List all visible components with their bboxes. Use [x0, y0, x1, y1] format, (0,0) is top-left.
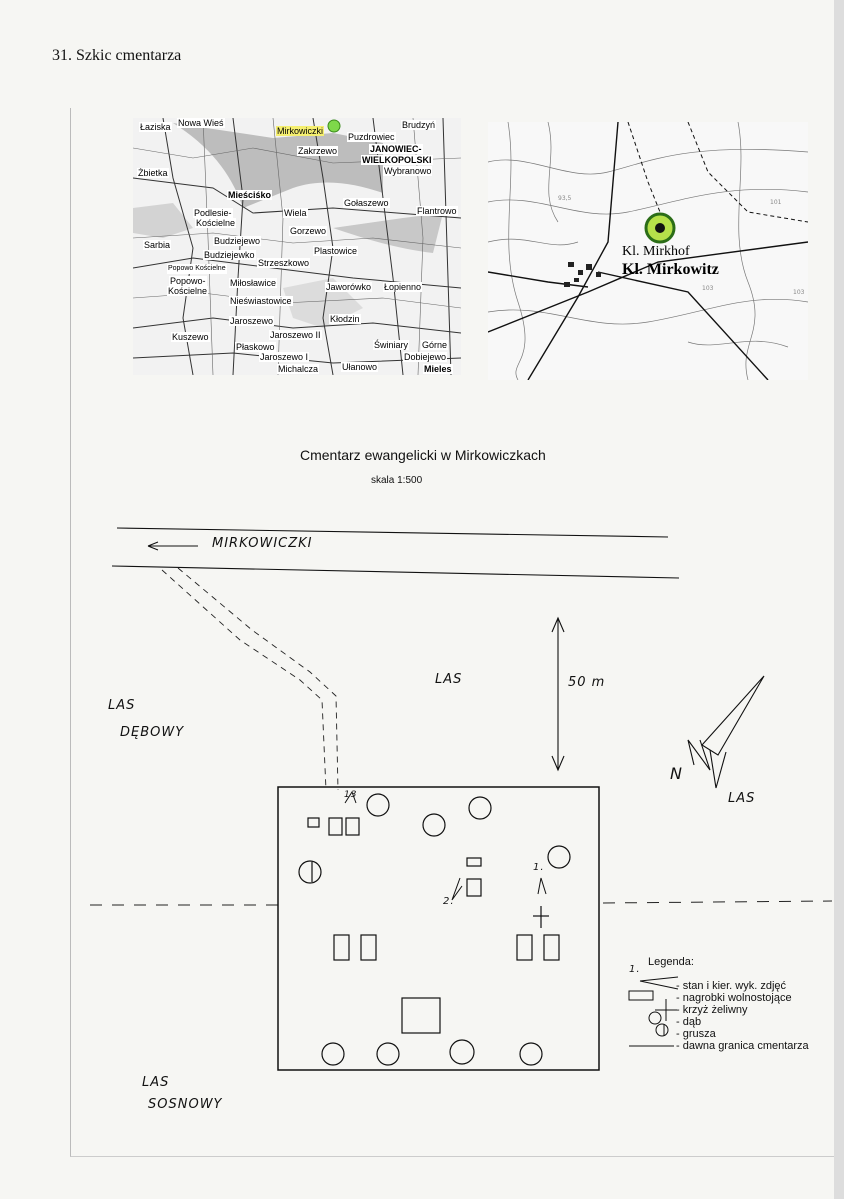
map-label: Świniary — [374, 340, 409, 350]
legend-item: - grusza — [676, 1028, 716, 1040]
legend-item: - dawna granica cmentarza — [676, 1040, 809, 1052]
forest-label-top: LAS — [435, 672, 463, 687]
map-label: Kościelne — [196, 218, 236, 228]
pear-tree — [299, 861, 321, 883]
map-label: Kłodzin — [330, 314, 360, 324]
photo-markers — [345, 792, 546, 900]
scale-arrow — [552, 618, 564, 770]
pine-forest-label-2: SOSNOWY — [148, 1097, 223, 1112]
map-label-kl-mirkhof: Kl. Mirkhof — [622, 244, 690, 259]
map-label: Strzeszkowo — [258, 258, 310, 268]
map-label: Flantrowo — [417, 206, 457, 216]
map-label: Miłosławice — [230, 278, 277, 288]
svg-text:103: 103 — [702, 285, 714, 292]
road-arrow — [148, 542, 198, 550]
map-label: Żbietka — [138, 168, 168, 178]
map-label: Dobiejewo — [404, 352, 447, 362]
map-label: Puzdrowiec — [348, 132, 395, 142]
plan-title: Cmentarz ewangelicki w Mirkowiczkach — [300, 447, 546, 463]
old-path — [162, 568, 338, 790]
map-label: Plastowice — [314, 246, 358, 256]
map-label: Górne — [422, 340, 448, 350]
map-label: Mieściśko — [228, 190, 272, 200]
north-arrow — [688, 676, 764, 788]
map-label: Gołaszewo — [344, 198, 389, 208]
map-label: Płaskowo — [236, 342, 275, 352]
map-label: Michalcza — [278, 364, 319, 374]
plan-scale: skala 1:500 — [371, 475, 423, 486]
map-label: Nowa Wieś — [178, 118, 224, 128]
legend-item: - krzyż żeliwny — [676, 1004, 748, 1016]
legend-title: Legenda: — [648, 956, 694, 968]
page-heading: 31. Szkic cmentarza — [52, 47, 182, 64]
cemetery-boundary — [278, 787, 599, 1070]
map-label-kl-mirkowitz: Kl. Mirkowitz — [622, 261, 719, 278]
legend-photo-number: 1. — [629, 964, 641, 975]
pine-forest-label-1: LAS — [142, 1075, 170, 1090]
map-label: Kuszewo — [172, 332, 209, 342]
north-label: N — [670, 764, 683, 783]
map-label: Jaworówko — [326, 282, 372, 292]
map-label: Gorzewo — [290, 226, 327, 236]
photo-label-2: 2. — [443, 896, 455, 907]
map-label: Wiela — [284, 208, 307, 218]
map-label: Łaziska — [140, 122, 171, 132]
map-label: Popowo Kościelne — [168, 265, 226, 272]
legend-item: - dąb — [676, 1016, 702, 1028]
tombstones — [308, 818, 559, 1033]
distance-label: 50 m — [568, 675, 606, 690]
forest-label-right: LAS — [728, 791, 756, 806]
svg-text:103: 103 — [793, 289, 805, 296]
map-label-highlighted: Mirkowiczki — [277, 126, 323, 136]
map-label: Wybranowo — [384, 166, 432, 176]
map-label: Ułanowo — [342, 362, 378, 372]
map-label: Nieświastowice — [230, 296, 292, 306]
legend-item: - stan i kier. wyk. zdjęć — [676, 980, 787, 992]
map-label: Budziejewko — [204, 250, 255, 260]
map-label: Łopienno — [384, 282, 422, 292]
map-label: WIELKOPOLSKI — [362, 155, 432, 165]
map-label: Zakrzewo — [298, 146, 338, 156]
map-label: Popowo- — [170, 276, 206, 286]
map-label: Sarbia — [144, 240, 171, 250]
svg-text:93,5: 93,5 — [558, 195, 572, 202]
map-label: Brudzyń — [402, 120, 436, 130]
map-label: Jaroszewo I — [260, 352, 309, 362]
photo-label-1: 1. — [533, 862, 545, 873]
map-label: Jaroszewo — [230, 316, 274, 326]
road-lines — [112, 528, 679, 578]
map-label: JANOWIEC- — [370, 144, 422, 154]
map-label: Podlesie- — [194, 208, 232, 218]
legend-item: - nagrobki wolnostojące — [676, 992, 792, 1004]
map-label: Budziejewo — [214, 236, 261, 246]
oak-forest-label-2: DĘBOWY — [120, 725, 185, 740]
oak-forest-label-1: LAS — [108, 698, 136, 713]
old-boundary-line — [90, 901, 832, 905]
svg-text:101: 101 — [770, 199, 782, 206]
map-label: Mieles — [424, 364, 452, 374]
road-label: MIRKOWICZKI — [212, 536, 313, 551]
map-label: Kościelne — [168, 286, 208, 296]
legend-symbols — [629, 977, 678, 1046]
iron-cross — [533, 906, 549, 928]
map-label: Jaroszewo II — [270, 330, 321, 340]
photo-label-3: 13 — [344, 790, 358, 800]
